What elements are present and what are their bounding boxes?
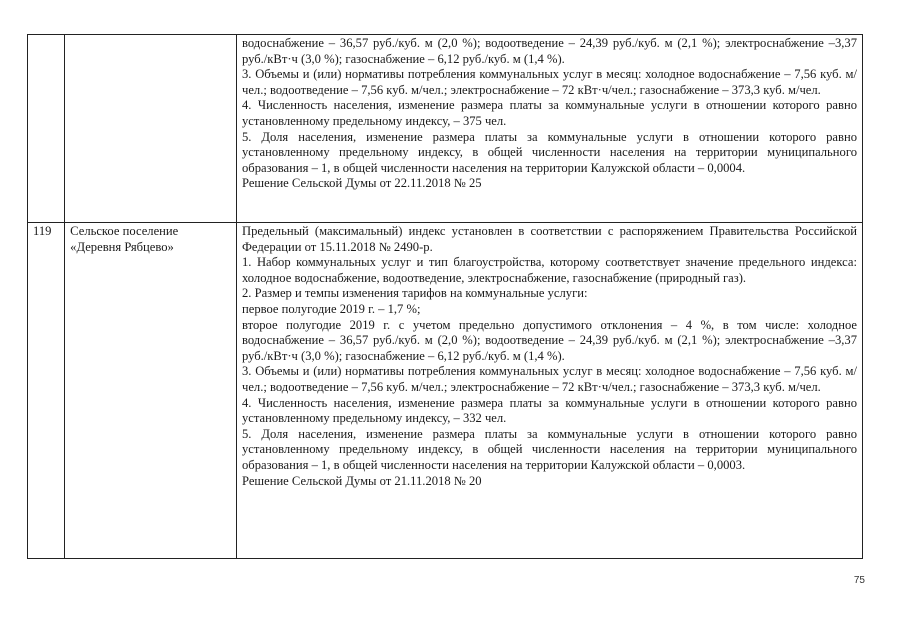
content-paragraph: второе полугодие 2019 г. с учетом предельно допустимого отклонения – 4 %, в том числе: холодное водоснабжение – 36,57 руб./куб. м (2,0 %); водоотведение – 24,39 руб./куб. м (2,1 %); электроснабжение –3,37 руб./кВт·ч (3,0 %); газоснабжение – 6,12 руб./куб. м (1,4 %).	[241, 317, 857, 363]
decision-reference: Решение Сельской Думы от 21.11.2018 № 20	[241, 473, 482, 488]
content-paragraph: 1. Набор коммунальных услуг и тип благоустройства, которому соответствует значение предельного индекса: холодное водоснабжение, водоотведение, электроснабжение, газоснабжение (природный газ).	[241, 255, 857, 285]
content-paragraph: 5. Доля населения, изменение размера платы за коммунальные услуги в отношении которого равно установленному предельному индексу, в общей численности населения на территории муниципального образования – 1, в общей численности населения на территории Калужской области – 0,0004.	[241, 129, 857, 175]
content-paragraph: 3. Объемы и (или) нормативы потребления коммунальных услуг в месяц: холодное водоснабжение – 7,56 куб. м/чел.; водоотведение – 7,56 куб. м/чел.; электроснабжение – 72 кВт·ч/чел.; газоснабжение – 373,3 куб. м/чел.	[241, 364, 857, 394]
settlement-name-cell	[65, 35, 237, 223]
settlement-name-cell: Сельское поселение «Деревня Рябцево»	[65, 223, 237, 559]
content-paragraph: 5. Доля населения, изменение размера платы за коммунальные услуги в отношении которого равно установленному предельному индексу, в общей численности населения на территории муниципального образования – 1, в общей численности населения на территории Калужской области – 0,0003.	[241, 426, 857, 472]
row-content-cell	[236, 35, 862, 223]
decision-reference: Решение Сельской Думы от 22.11.2018 № 25	[241, 176, 482, 191]
table-row	[28, 35, 863, 223]
content-paragraph: первое полугодие 2019 г. – 1,7 %;	[241, 301, 421, 316]
content-paragraph: 4. Численность населения, изменение размера платы за коммунальные услуги в отношении которого равно установленному предельному индексу, – 375 чел.	[241, 98, 857, 128]
tariff-index-table	[27, 34, 863, 559]
row-number-cell	[28, 35, 65, 223]
content-paragraph: водоснабжение – 36,57 руб./куб. м (2,0 %); водоотведение – 24,39 руб./куб. м (2,1 %); электроснабжение –3,37 руб./кВт·ч (3,0 %); газоснабжение – 6,12 руб./куб. м (1,4 %).	[241, 36, 857, 66]
page-number: 75	[853, 575, 865, 586]
content-paragraph: 4. Численность населения, изменение размера платы за коммунальные услуги в отношении которого равно установленному предельному индексу, – 332 чел.	[241, 395, 857, 426]
content-paragraph: 2. Размер и темпы изменения тарифов на коммунальные услуги:	[241, 286, 588, 301]
row-content-cell	[236, 223, 862, 559]
table-row	[28, 223, 863, 559]
content-paragraph: 3. Объемы и (или) нормативы потребления коммунальных услуг в месяц: холодное водоснабжение – 7,56 куб. м/чел.; водоотведение – 7,56 куб. м/чел.; электроснабжение – 72 кВт·ч/чел.; газоснабжение – 373,3 куб. м/чел.	[241, 67, 857, 97]
content-paragraph: Предельный (максимальный) индекс установлен в соответствии с распоряжением Правительства Российской Федерации от 15.11.2018 № 2490-р.	[241, 224, 857, 254]
row-number-cell: 119	[28, 223, 65, 559]
